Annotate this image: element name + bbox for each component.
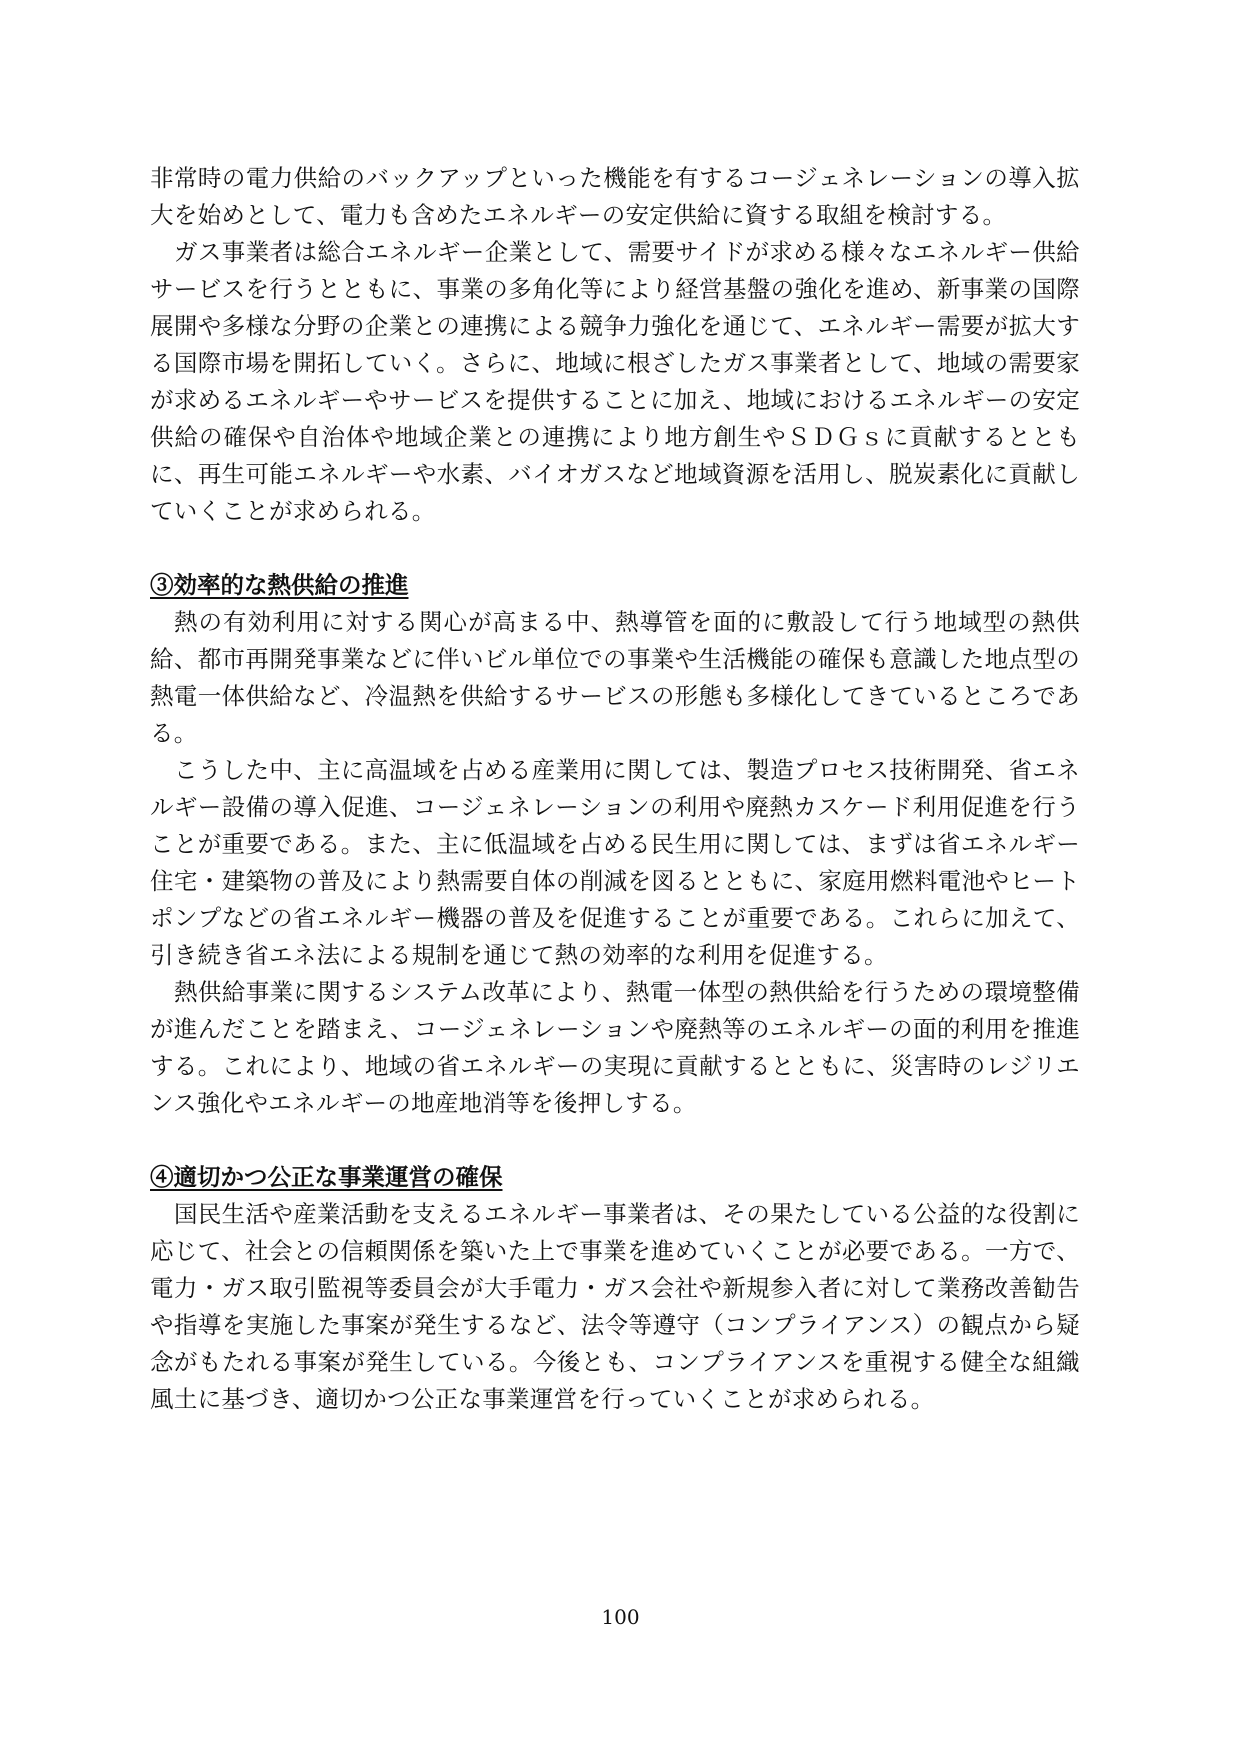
section-heading: ③効率的な熱供給の推進 [150, 571, 409, 599]
paragraph: ガス事業者は総合エネルギー企業として、需要サイドが求める様々なエネルギー供給サービスを行うとともに、事業の多角化等により経営基盤の強化を進め、新事業の国際展開や多様な分野の企業との連携による競争力強化を通じて、エネルギー需要が拡大する国際市場を開拓していく。さらに、地域に根ざしたガス事業者として、地域の需要家が求めるエネルギーやサービスを提供することに加え、地域におけるエネルギーの安定供給の確保や自治体や地域企業との連携により地方創生やＳＤＧｓに貢献するとともに、再生可能エネルギーや水素、バイオガスなど地域資源を活用し、脱炭素化に貢献していくことが求められる。 [150, 238, 1080, 525]
paragraph: 国民生活や産業活動を支えるエネルギー事業者は、その果たしている公益的な役割に応じて、社会との信頼関係を築いた上で事業を進めていくことが必要である。一方で、電力・ガス取引監視等委員会が大手電力・ガス会社や新規参入者に対して業務改善勧告や指導を実施した事案が発生するなど、法令等遵守（コンプライアンス）の観点から疑念がもたれる事案が発生している。今後とも、コンプライアンスを重視する健全な組織風土に基づき、適切かつ公正な事業運営を行っていくことが求められる。 [150, 1200, 1080, 1413]
paragraph: 熱の有効利用に対する関心が高まる中、熱導管を面的に敷設して行う地域型の熱供給、都市再開発事業などに伴いビル単位での事業や生活機能の確保も意識した地点型の熱電一体供給など、冷温熱を供給するサービスの形態も多様化してきているところである。 [150, 608, 1080, 747]
paragraph: 熱供給事業に関するシステム改革により、熱電一体型の熱供給を行うための環境整備が進んだことを踏まえ、コージェネレーションや廃熱等のエネルギーの面的利用を推進する。これにより、地域の省エネルギーの実現に貢献するとともに、災害時のレジリエンス強化やエネルギーの地産地消等を後押しする。 [150, 978, 1080, 1117]
spacer [150, 530, 1080, 567]
document-body [150, 160, 1080, 1418]
page-number: 100 [601, 1605, 640, 1629]
paragraph: 非常時の電力供給のバックアップといった機能を有するコージェネレーションの導入拡大を始めとして、電力も含めたエネルギーの安定供給に資する取組を検討する。 [150, 164, 1080, 229]
section-heading: ④適切かつ公正な事業運営の確保 [150, 1163, 503, 1191]
spacer [150, 1122, 1080, 1159]
paragraph: こうした中、主に高温域を占める産業用に関しては、製造プロセス技術開発、省エネルギー設備の導入促進、コージェネレーションの利用や廃熱カスケード利用促進を行うことが重要である。また、主に低温域を占める民生用に関しては、まずは省エネルギー住宅・建築物の普及により熱需要自体の削減を図るとともに、家庭用燃料電池やヒートポンプなどの省エネルギー機器の普及を促進することが重要である。これらに加えて、引き続き省エネ法による規制を通じて熱の効率的な利用を促進する。 [150, 756, 1080, 969]
